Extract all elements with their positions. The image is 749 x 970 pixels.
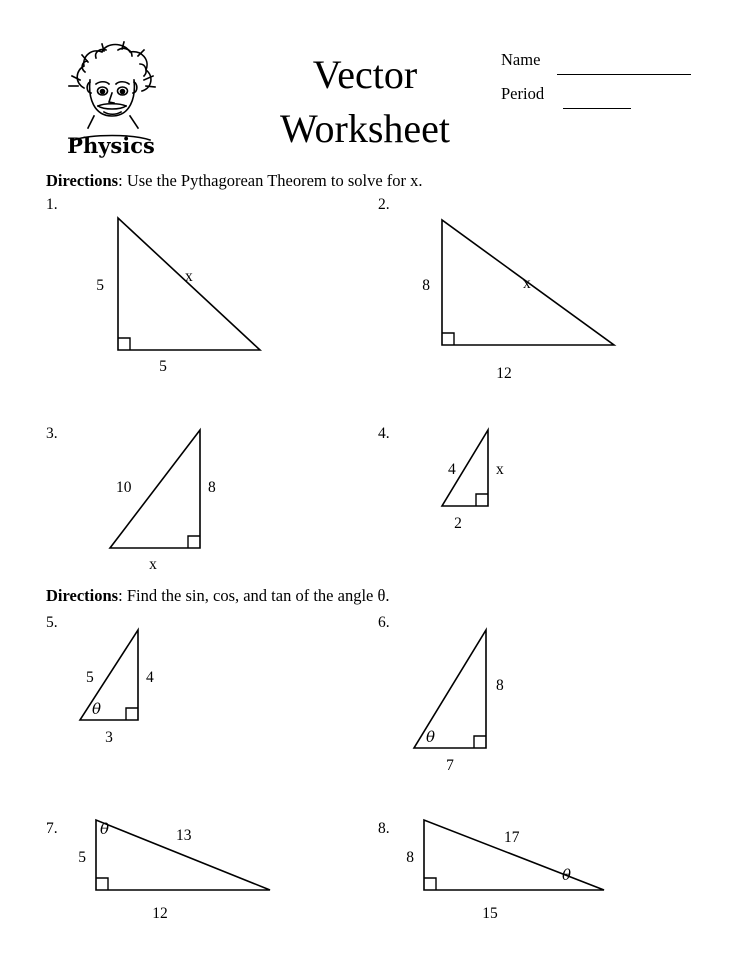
figure-6 <box>398 618 598 783</box>
page-title-line2: Worksheet <box>279 106 451 151</box>
label-1-hypotenuse: x <box>185 268 193 285</box>
name-row <box>501 50 701 84</box>
label-7-hypotenuse: 13 <box>176 827 192 844</box>
period-label: Period <box>501 84 545 103</box>
question-number-5: 5. <box>46 614 58 631</box>
question-number-7: 7. <box>46 820 58 837</box>
label-3-horizontal: x <box>149 556 157 573</box>
figure-2 <box>418 208 648 388</box>
figure-5 <box>60 618 240 768</box>
question-number-4: 4. <box>378 425 390 442</box>
directions-1-text: : Use the Pythagorean Theorem to solve for x. <box>118 171 423 190</box>
logo-caption-text: Physics <box>67 133 155 158</box>
label-2-horizontal: 12 <box>496 365 512 382</box>
label-7-horizontal: 12 <box>152 905 168 922</box>
label-4-horizontal: 2 <box>454 515 462 532</box>
question-number-1: 1. <box>46 196 58 213</box>
page-title-line1: Vector <box>312 52 418 97</box>
label-8-vertical: 8 <box>406 849 414 866</box>
label-7-vertical: 5 <box>78 849 86 866</box>
label-4-hypotenuse: 4 <box>448 461 456 478</box>
physics-einstein-logo <box>52 36 170 161</box>
figure-1 <box>90 208 290 373</box>
label-8-angle: θ <box>562 866 572 884</box>
label-1-vertical: 5 <box>96 277 104 294</box>
label-2-vertical: 8 <box>422 277 430 294</box>
directions-1-bold: Directions <box>46 171 119 190</box>
label-2-hypotenuse: x <box>523 275 531 292</box>
label-4-vertical: x <box>496 461 504 478</box>
figure-3 <box>90 418 290 578</box>
period-row <box>501 84 701 118</box>
question-number-8: 8. <box>378 820 390 837</box>
label-6-vertical: 8 <box>496 677 504 694</box>
name-label: Name <box>501 50 541 69</box>
directions-2-text: : Find the sin, cos, and tan of the angle θ. <box>118 586 390 605</box>
question-number-2: 2. <box>378 196 390 213</box>
directions-trig <box>46 586 390 606</box>
directions-pythagorean <box>46 171 423 191</box>
figure-4 <box>418 418 578 548</box>
question-number-6: 6. <box>378 614 390 631</box>
label-5-angle: θ <box>92 700 102 718</box>
label-3-vertical: 8 <box>208 479 216 496</box>
label-8-horizontal: 15 <box>482 905 498 922</box>
name-period-block <box>501 50 701 118</box>
period-input-line[interactable] <box>563 108 631 109</box>
label-6-angle: θ <box>426 728 436 746</box>
page-title <box>215 48 515 156</box>
name-input-line[interactable] <box>557 74 691 75</box>
label-5-horizontal: 3 <box>105 729 113 746</box>
label-8-hypotenuse: 17 <box>504 829 520 846</box>
label-7-angle: θ <box>100 820 110 838</box>
label-5-vertical: 4 <box>146 669 154 686</box>
question-number-3: 3. <box>46 425 58 442</box>
label-6-horizontal: 7 <box>446 757 454 774</box>
label-3-hypotenuse: 10 <box>116 479 132 496</box>
figure-8 <box>402 808 642 938</box>
label-5-hypotenuse: 5 <box>86 669 94 686</box>
figure-7 <box>72 808 312 938</box>
label-1-horizontal: 5 <box>159 358 167 375</box>
directions-2-bold: Directions <box>46 586 119 605</box>
